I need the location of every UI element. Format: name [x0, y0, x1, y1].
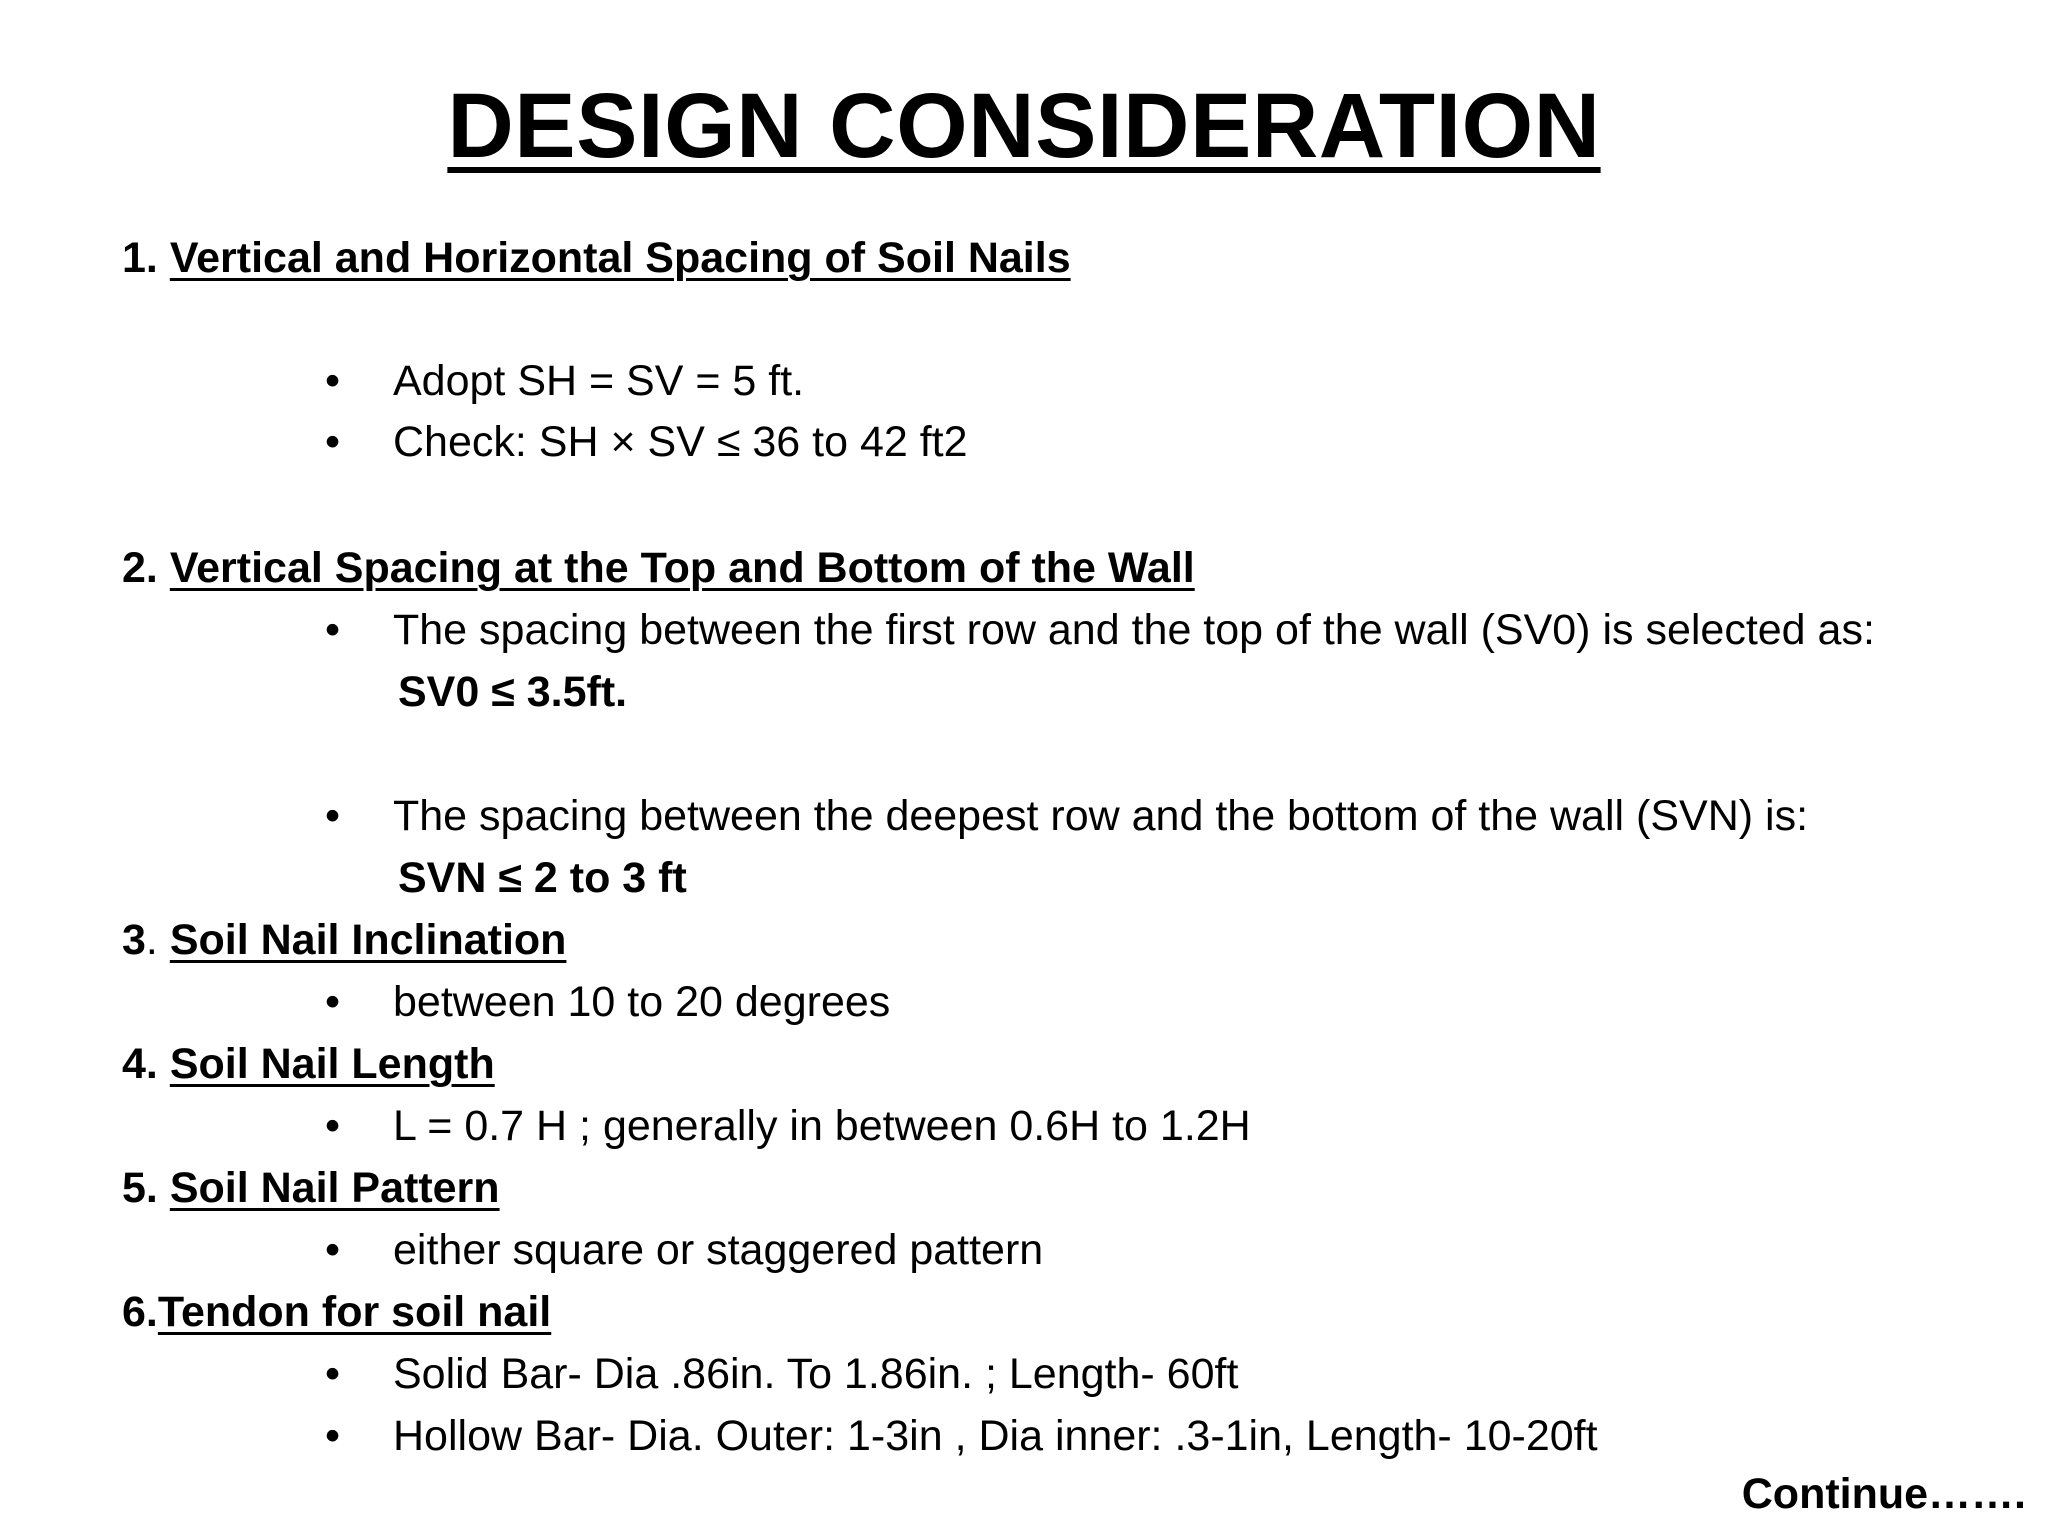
- section-2-value-2: SVN ≤ 2 to 3 ft: [398, 854, 687, 902]
- section-4-bullet-1: [325, 1100, 1251, 1152]
- section-number: 4.: [122, 1040, 170, 1088]
- bullet-icon: •: [325, 418, 341, 466]
- section-1-heading: [122, 232, 1071, 284]
- section-heading-text: Tendon for soil nail: [157, 1288, 552, 1336]
- section-2-bullet-1: [325, 604, 1875, 656]
- section-3-bullet-1: [325, 976, 890, 1028]
- bullet-text: The spacing between the deepest row and the bottom of the wall (SVN) is:: [393, 792, 1809, 840]
- bullet-icon: •: [325, 606, 341, 654]
- bullet-icon: •: [325, 1102, 341, 1150]
- slide-title: [0, 68, 2048, 184]
- section-4-heading: [122, 1038, 495, 1090]
- section-1-bullet-2: [325, 416, 968, 468]
- section-number: 3: [122, 916, 146, 964]
- section-number: 1.: [122, 234, 170, 282]
- section-3-heading: [122, 914, 566, 966]
- bullet-text: The spacing between the first row and the top of the wall (SV0) is selected as:: [393, 606, 1875, 654]
- section-heading-text: Vertical and Horizontal Spacing of Soil Nails: [169, 234, 1071, 282]
- section-1-bullet-1: [325, 355, 804, 407]
- section-number: 6.: [122, 1288, 158, 1336]
- section-2-bullet-2: [325, 790, 1808, 842]
- bullet-icon: •: [325, 357, 341, 405]
- section-6-heading: [122, 1286, 551, 1338]
- bullet-icon: •: [325, 1412, 341, 1460]
- section-heading-text: Soil Nail Pattern: [169, 1164, 500, 1212]
- bullet-text: Check: SH × SV ≤ 36 to 42 ft2: [393, 418, 968, 466]
- section-6-bullet-1: [325, 1348, 1238, 1400]
- section-5-heading: [122, 1162, 500, 1214]
- bullet-text: Adopt SH = SV = 5 ft.: [393, 357, 805, 405]
- section-number: 2.: [122, 544, 170, 592]
- bullet-icon: •: [325, 1350, 341, 1398]
- bullet-icon: •: [325, 1226, 341, 1274]
- bullet-text: between 10 to 20 degrees: [393, 978, 891, 1026]
- section-5-bullet-1: [325, 1224, 1043, 1276]
- section-separator: .: [145, 916, 170, 964]
- section-2-value-1: SV0 ≤ 3.5ft.: [398, 668, 628, 716]
- section-heading-text: Vertical Spacing at the Top and Bottom of the Wall: [169, 544, 1195, 592]
- bullet-text: L = 0.7 H ; generally in between 0.6H to 1.2H: [393, 1102, 1251, 1150]
- section-heading-text: Soil Nail Length: [169, 1040, 495, 1088]
- section-6-bullet-2: [325, 1410, 1598, 1462]
- bullet-text: Solid Bar- Dia .86in. To 1.86in. ; Length- 60ft: [393, 1350, 1239, 1398]
- section-2-heading: [122, 542, 1195, 594]
- section-number: 5.: [122, 1164, 170, 1212]
- slide-title-text: DESIGN CONSIDERATION: [447, 75, 1601, 177]
- bullet-text: Hollow Bar- Dia. Outer: 1-3in , Dia inner: .3-1in, Length- 10-20ft: [393, 1412, 1598, 1460]
- continue-label: Continue…….: [1741, 1470, 2026, 1518]
- section-heading-text: Soil Nail Inclination: [169, 916, 567, 964]
- bullet-icon: •: [325, 978, 341, 1026]
- bullet-text: either square or staggered pattern: [393, 1226, 1044, 1274]
- bullet-icon: •: [325, 792, 341, 840]
